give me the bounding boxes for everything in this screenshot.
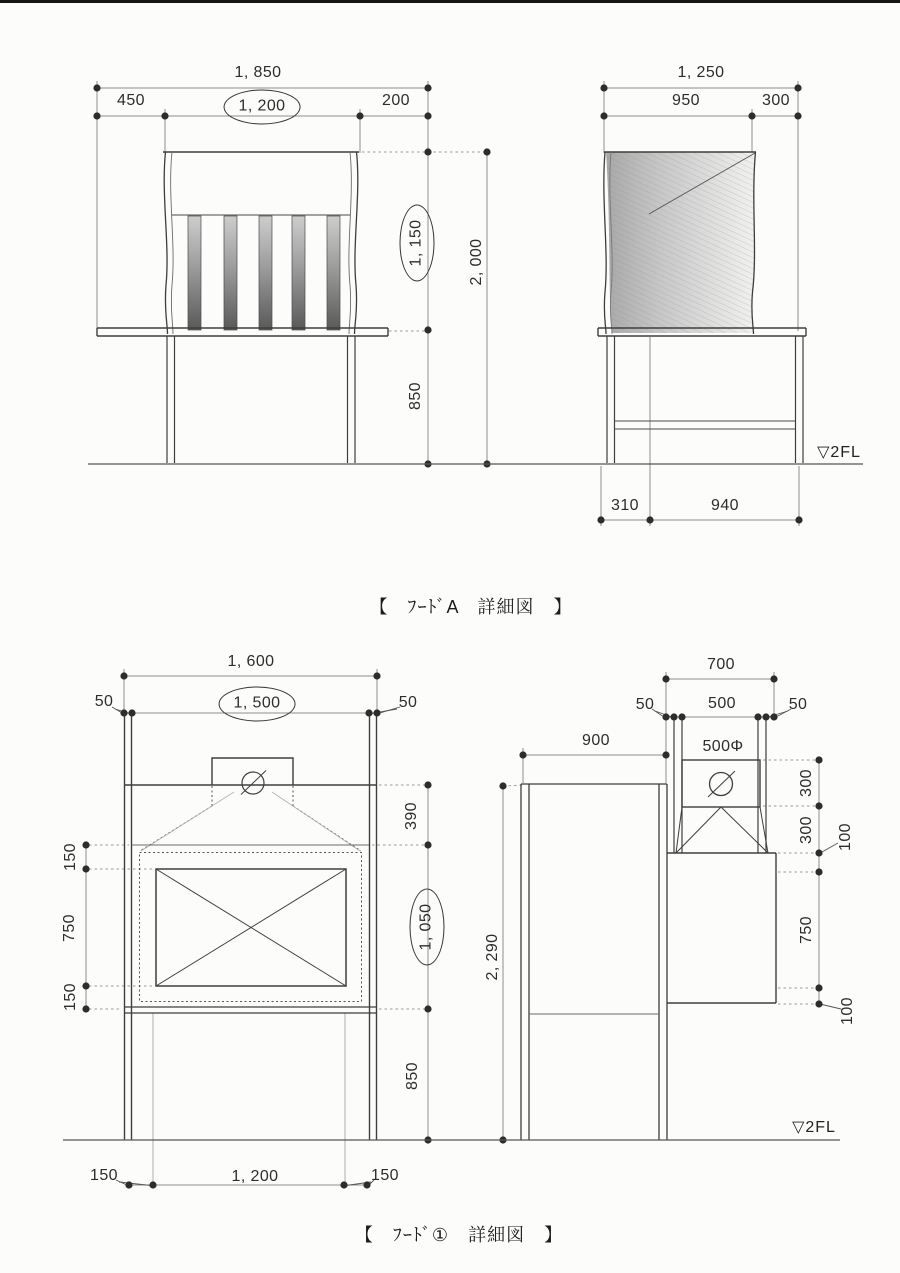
dim-hood1-margin-right: 50: [398, 694, 418, 711]
dim-hoodA-total-width: 1, 850: [234, 64, 282, 81]
dim-hood1-base-margin-left: 150: [90, 1167, 118, 1184]
dim-hood1-total-width: 1, 600: [227, 653, 275, 670]
hood-1-front-view: [82, 669, 431, 1189]
dim-hood1-hood-height: 1, 050: [410, 889, 445, 966]
dim-hood1-margin-left: 50: [94, 693, 114, 710]
hood1-caption: 【 ﾌｰﾄﾞ① 詳細図 】: [354, 1225, 564, 1245]
dim-hoodA-hood-width: 1, 200: [224, 90, 301, 125]
dim-hood1-duct-width: 500: [708, 695, 736, 712]
hood-a-front-view: [93, 81, 490, 468]
dim-hood1-lip-bottom: 100: [839, 997, 856, 1025]
dim-hoodA-base-offset: 310: [611, 497, 639, 514]
dim-hood1-lip-top: 100: [837, 823, 854, 851]
hoodA-caption: 【 ﾌｰﾄﾞA 詳細図 】: [369, 597, 573, 617]
dim-hoodA-offset-right: 200: [382, 92, 410, 109]
dim-hood1-duct-total-width: 700: [707, 656, 735, 673]
hood-1-side-view: [499, 672, 841, 1144]
dim-hood1-opening-height: 750: [61, 914, 78, 942]
dim-hood1-duct-height: 300: [798, 769, 815, 797]
dim-hood1-flare-height: 300: [798, 816, 815, 844]
dim-hoodA-offset-left: 450: [117, 92, 145, 109]
dim-hood1-base-margin-right: 150: [371, 1167, 399, 1184]
dim-hoodA-total-depth: 1, 250: [677, 64, 725, 81]
dim-hoodA-base-depth: 940: [711, 497, 739, 514]
dim-hood1-body-depth: 900: [582, 732, 610, 749]
dim-hood1-base-width: 1, 200: [231, 1168, 279, 1185]
dim-hoodA-offset-rear: 300: [762, 92, 790, 109]
hood-a-slats: [188, 216, 340, 330]
dim-hoodA-hood-height: 1, 150: [400, 205, 435, 282]
dim-hood1-duct-diameter: 500Φ: [702, 738, 744, 755]
dim-hoodA-stand-height: 850: [407, 382, 424, 410]
dim-hood1-upper-height: 390: [403, 802, 420, 830]
dim-hoodA-hood-depth: 950: [672, 92, 700, 109]
duct-symbol-side: [708, 771, 735, 797]
hood-a-side-view: [597, 81, 806, 526]
dim-hoodA-total-height: 2, 000: [468, 238, 485, 286]
dim-hood1-side-opening-height: 750: [798, 916, 815, 944]
hood1-floor-level-marker: ▽2FL: [792, 1119, 836, 1136]
dim-hood1-stand-height: 850: [404, 1062, 421, 1090]
dim-hood1-hood-width: 1, 500: [219, 687, 296, 722]
dim-hood1-total-height: 2, 290: [484, 933, 501, 981]
dim-hood1-duct-margin-right: 50: [788, 696, 808, 713]
dim-hood1-inset-top: 150: [62, 843, 79, 871]
duct-symbol-front: [241, 771, 266, 795]
dim-hood1-inset-bottom: 150: [62, 983, 79, 1011]
hoodA-floor-level-marker: ▽2FL: [817, 444, 861, 461]
dim-hood1-duct-margin-left: 50: [635, 696, 655, 713]
